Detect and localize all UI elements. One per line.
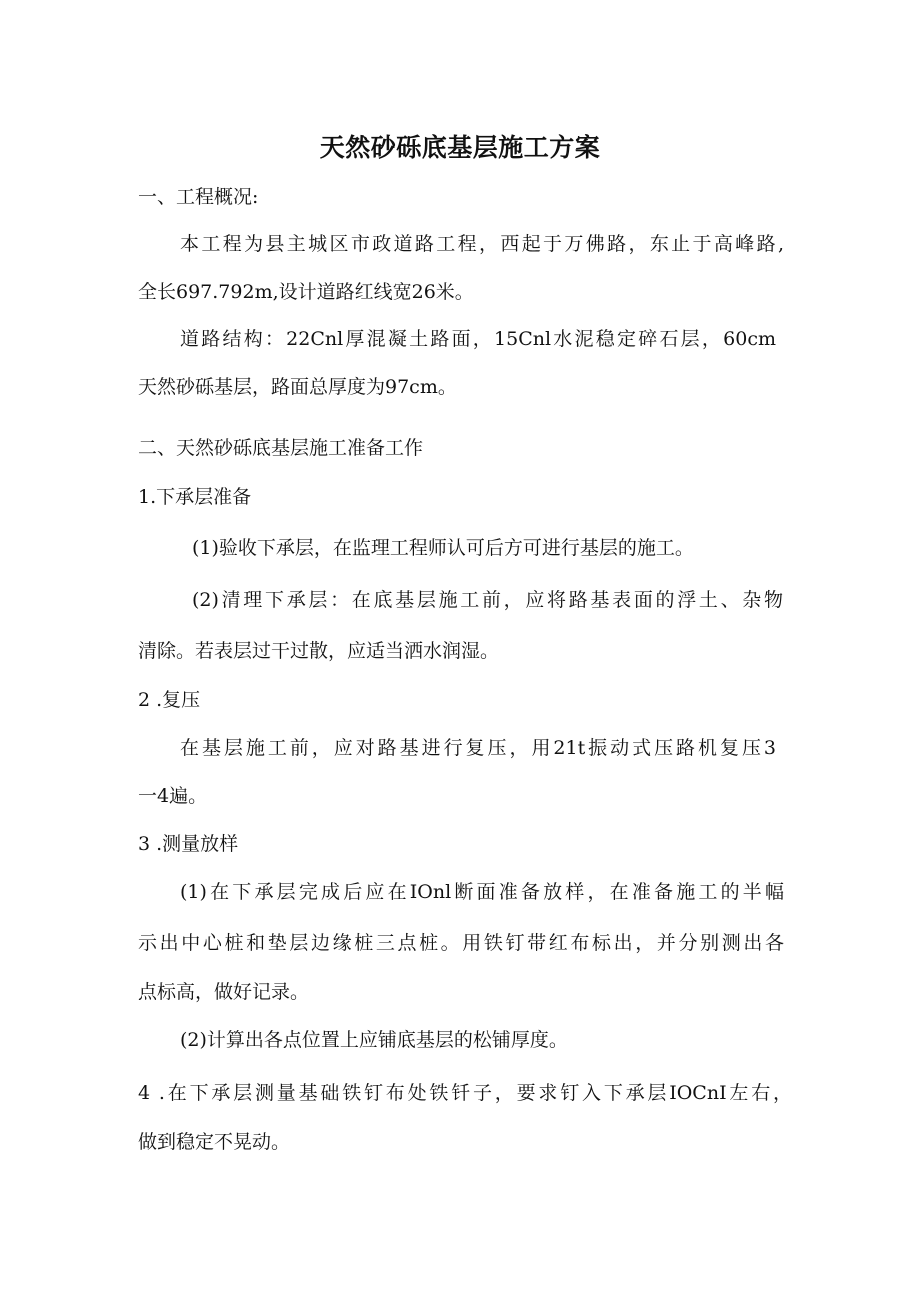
subsection-1-item-2-line-2: 清除。若表层过干过散，应适当洒水润湿。 [138, 640, 500, 662]
section-1-heading: 一、工程概况: [138, 186, 259, 208]
subsection-2-paragraph-line-2: 一4遍。 [138, 785, 208, 807]
subsection-4-line-1: 4 .在下承层测量基础铁钉布处铁钎子，要求钉入下承层IOCnI左右， [138, 1082, 792, 1104]
section-1-paragraph-1-line-1: 本工程为县主城区市政道路工程，西起于万佛路，东止于高峰路, [180, 233, 784, 255]
subsection-1-item-1: (1)验收下承层，在监理工程师认可后方可进行基层的施工。 [192, 537, 694, 559]
subsection-4-line-2: 做到稳定不晃动。 [138, 1131, 291, 1153]
subsection-2-heading: 2 .复压 [138, 689, 201, 711]
subsection-3-heading: 3 .测量放样 [138, 833, 239, 855]
subsection-3-item-1-line-3: 点标高，做好记录。 [138, 981, 310, 1003]
section-1-paragraph-2-line-2: 天然砂砾基层，路面总厚度为97cm。 [138, 376, 457, 398]
subsection-3-item-1-line-1: (1)在下承层完成后应在IOnl断面准备放样，在准备施工的半幅 [180, 881, 784, 903]
subsection-3-item-2: (2)计算出各点位置上应铺底基层的松铺厚度。 [180, 1029, 568, 1051]
section-1-paragraph-2-line-1: 道路结构：22Cnl厚混凝土路面，15Cnl水泥稳定碎石层，60cm [180, 328, 776, 350]
subsection-1-heading: 1.下承层准备 [138, 486, 252, 508]
document-title: 天然砂砾底基层施工方案 [319, 133, 601, 162]
section-1-paragraph-1-line-2: 全长697.792m,设计道路红线宽26米。 [138, 281, 474, 303]
subsection-3-item-1-line-2: 示出中心桩和垫层边缘桩三点桩。用铁钉带红布标出，并分别测出各 [138, 932, 784, 954]
section-2-heading: 二、天然砂砾底基层施工准备工作 [138, 437, 424, 459]
subsection-1-item-2-line-1: (2)清理下承层：在底基层施工前，应将路基表面的浮土、杂物 [192, 589, 783, 611]
subsection-2-paragraph-line-1: 在基层施工前，应对路基进行复压，用21t振动式压路机复压3 [180, 737, 776, 759]
